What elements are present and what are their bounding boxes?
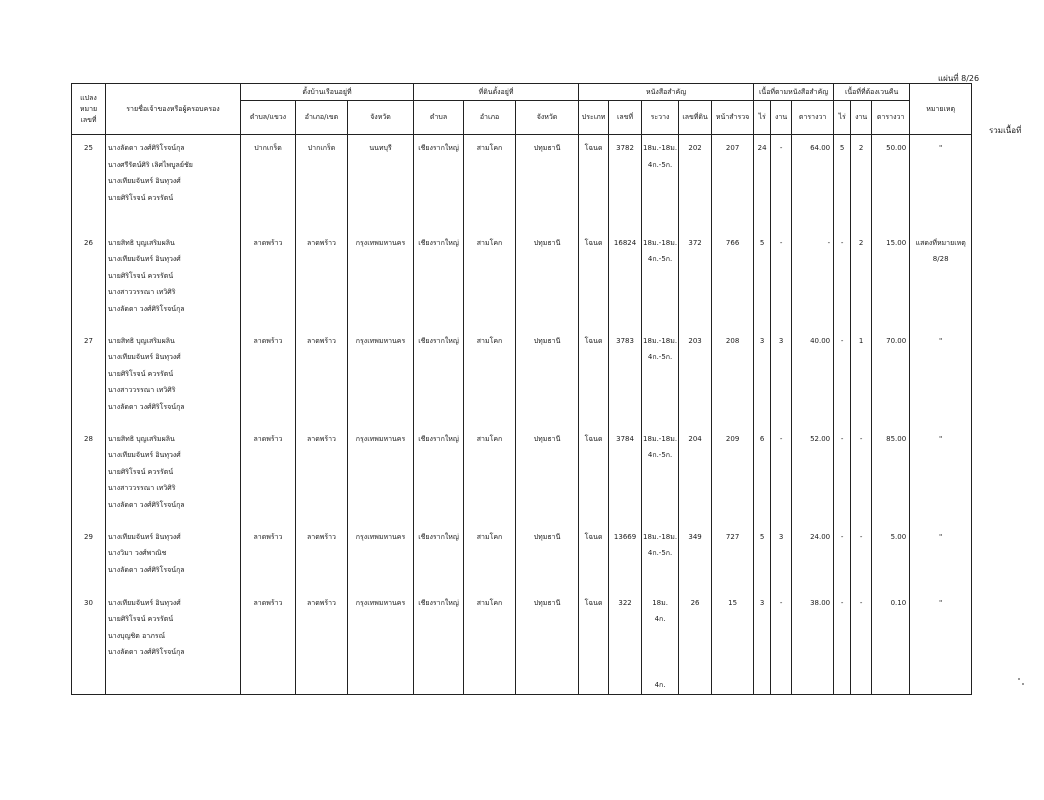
owner-name: นายศิริโรจน์ ควรรัตน์ xyxy=(108,271,174,280)
page-number: แผ่นที่ 8/26 xyxy=(938,74,980,83)
acq-ngan-cell: - xyxy=(851,524,872,590)
land-province-cell: ปทุมธานี xyxy=(516,230,579,328)
deed-header: หนังสือสำคัญ xyxy=(579,84,754,101)
side-note: รวมเนื้อที่ xyxy=(989,126,1022,135)
remark-cell xyxy=(910,230,972,328)
survey-cell: 766 xyxy=(712,230,754,328)
deed-type-header: ประเภท xyxy=(579,101,609,135)
remark-cell xyxy=(910,524,972,590)
ngan-cell: - xyxy=(771,135,792,230)
owners-cell xyxy=(106,524,241,590)
rai-header: ไร่ xyxy=(754,101,771,135)
deed-no-cell: 3784 xyxy=(609,426,642,524)
ravang-line: 4ก.-5ก. xyxy=(647,255,673,263)
land-tambon-cell: เชียงรากใหญ่ xyxy=(414,135,464,230)
owners-cell xyxy=(106,135,241,230)
land-amphoe-cell: สามโคก xyxy=(464,135,516,230)
owner-name: นายศิริโรจน์ ควรรัตน์ xyxy=(108,369,174,378)
land-no-header: เลขที่ดิน xyxy=(679,101,712,135)
land-location-header: ที่ดินตั้งอยู่ที่ xyxy=(414,84,579,101)
plot-no-cell: 30 xyxy=(72,590,106,695)
deed-no-cell: 3783 xyxy=(609,328,642,426)
owner-name: นางเทียมจันทร์ อินทุวงศ์ xyxy=(108,177,181,185)
acq-wa-cell: 85.00 xyxy=(872,426,910,524)
remark-line: 8/28 xyxy=(932,255,949,263)
owners-cell xyxy=(106,590,241,695)
owner-name: นางวิมา วงศ์พาณิช xyxy=(108,549,167,557)
land-no-cell: 349 xyxy=(679,524,712,590)
owner-name: นางลัดดา วงศ์ศิริโรจน์กุล xyxy=(108,304,185,313)
acq-rai-cell: - xyxy=(834,230,851,328)
rai-cell: 5 xyxy=(754,230,771,328)
acq-ngan-cell: - xyxy=(851,426,872,524)
house-province-cell: กรุงเทพมหานคร xyxy=(348,230,414,328)
plot-no-cell: 26 xyxy=(72,230,106,328)
ravang-cell xyxy=(642,426,679,524)
house-province-cell: กรุงเทพมหานคร xyxy=(348,590,414,695)
ngan-cell: 3 xyxy=(771,328,792,426)
house-tambon-cell: ลาดพร้าว xyxy=(241,426,296,524)
wa-header: ตารางวา xyxy=(792,101,834,135)
wa-cell: 52.00 xyxy=(792,426,834,524)
deed-type-cell: โฉนด xyxy=(579,524,609,590)
owner-name: นางเทียมจันทร์ อินทุวงศ์ xyxy=(108,598,181,607)
deed-type-cell: โฉนด xyxy=(579,135,609,230)
owner-name: นายสิทธิ บุญเสริมผลิน xyxy=(108,434,175,443)
table-row xyxy=(72,230,972,328)
land-province-cell: ปทุมธานี xyxy=(516,328,579,426)
house-province-cell: กรุงเทพมหานคร xyxy=(348,426,414,524)
owner-name: นายศิริโรจน์ ควรรัตน์ xyxy=(108,193,174,202)
owner-name: นางเทียมจันทร์ อินทุวงศ์ xyxy=(108,353,181,361)
owner-name: นางบุญชิต อาภรณ์ xyxy=(108,631,166,640)
owner-name: นายสิทธิ บุญเสริมผลิน xyxy=(108,336,175,345)
house-province-header: จังหวัด xyxy=(348,101,414,135)
house-tambon-cell: ลาดพร้าว xyxy=(241,524,296,590)
owner-name: นายสิทธิ บุญเสริมผลิน xyxy=(108,238,175,247)
deed-type-cell: โฉนด xyxy=(579,590,609,695)
rai-cell: 5 xyxy=(754,524,771,590)
wa-cell: - xyxy=(792,230,834,328)
ravang-line: 4ก.-5ก. xyxy=(647,160,673,169)
ngan-cell: - xyxy=(771,590,792,695)
land-no-cell: 202 xyxy=(679,135,712,230)
owner-name: นางเทียมจันทร์ อินทุวงศ์ xyxy=(108,532,181,541)
ravang-line xyxy=(642,661,678,678)
rai-cell: 3 xyxy=(754,590,771,695)
owner-name: นายศิริโรจน์ ควรรัตน์ xyxy=(108,615,174,623)
ravang-line: 4ก.-5ก. xyxy=(647,549,673,557)
acq-wa-cell: 15.00 xyxy=(872,230,910,328)
table-body xyxy=(72,135,972,695)
house-amphoe-cell: ลาดพร้าว xyxy=(296,230,348,328)
ravang-line: 4ก. xyxy=(654,615,666,623)
survey-cell: 208 xyxy=(712,328,754,426)
ravang-line: 18ม.-18ม. xyxy=(643,144,678,152)
wa-cell: 40.00 xyxy=(792,328,834,426)
owner-name: นางสาววรรณา เทวิศิริ xyxy=(108,484,176,492)
ravang-line: 18ม.-18ม. xyxy=(643,532,678,541)
land-no-cell: 372 xyxy=(679,230,712,328)
plot-no-cell: 27 xyxy=(72,328,106,426)
house-tambon-cell: ลาดพร้าว xyxy=(241,590,296,695)
table-row xyxy=(72,426,972,524)
acq-wa-cell: 5.00 xyxy=(872,524,910,590)
land-tambon-cell: เชียงรากใหญ่ xyxy=(414,328,464,426)
table-row xyxy=(72,524,972,590)
acq-ngan-cell: - xyxy=(851,590,872,695)
owner-name: นายศิริโรจน์ ควรรัตน์ xyxy=(108,467,174,476)
land-amphoe-cell: สามโคก xyxy=(464,426,516,524)
wa-cell: 24.00 xyxy=(792,524,834,590)
ngan-header: งาน xyxy=(771,101,792,135)
rai-cell: 6 xyxy=(754,426,771,524)
table-row xyxy=(72,590,972,695)
deed-no-cell: 3782 xyxy=(609,135,642,230)
table-row xyxy=(72,135,972,230)
rai-cell: 24 xyxy=(754,135,771,230)
deed-no-header: เลขที่ xyxy=(609,101,642,135)
plot-no-header: แปลง หมาย เลขที่ xyxy=(72,84,106,135)
remark-line: " xyxy=(939,434,943,443)
land-province-cell: ปทุมธานี xyxy=(516,590,579,695)
wa-cell: 64.00 xyxy=(792,135,834,230)
land-no-cell: 203 xyxy=(679,328,712,426)
remark-line: " xyxy=(939,532,943,541)
owner-name: นางสาววรรณา เทวิศิริ xyxy=(108,386,176,394)
land-province-header: จังหวัด xyxy=(516,101,579,135)
remark-line: " xyxy=(939,144,943,152)
house-amphoe-header: อำเภอ/เขต xyxy=(296,101,348,135)
plot-no-cell: 29 xyxy=(72,524,106,590)
ravang-line: 18ม.-18ม. xyxy=(643,434,678,443)
acq-ngan-cell: 2 xyxy=(851,230,872,328)
ravang-line: 4ก. xyxy=(654,681,666,689)
area-total-header: เนื้อที่ตามหนังสือสำคัญ xyxy=(754,84,834,101)
ravang-line: 18ม.-18ม. xyxy=(643,336,678,345)
acq-wa-cell: 50.00 xyxy=(872,135,910,230)
owner-name: นางลัดดา วงศ์ศิริโรจน์กุล xyxy=(108,648,185,656)
acq-rai-cell: - xyxy=(834,524,851,590)
ravang-cell xyxy=(642,524,679,590)
land-province-cell: ปทุมธานี xyxy=(516,426,579,524)
land-no-cell: 26 xyxy=(679,590,712,695)
remark-line: แสดงที่หมายเหตุ xyxy=(915,238,966,247)
ravang-line: 4ก.-5ก. xyxy=(647,353,673,361)
ravang-line: 4ก.-5ก. xyxy=(647,451,673,459)
house-tambon-header: ตำบล/แขวง xyxy=(241,101,296,135)
ravang-header: ระวาง xyxy=(642,101,679,135)
remarks-header: หมายเหตุ xyxy=(910,84,972,135)
acq-ngan-header: งาน xyxy=(851,101,872,135)
acq-rai-cell: - xyxy=(834,590,851,695)
land-amphoe-header: อำเภอ xyxy=(464,101,516,135)
ravang-cell xyxy=(642,135,679,230)
land-amphoe-cell: สามโคก xyxy=(464,230,516,328)
house-amphoe-cell: ลาดพร้าว xyxy=(296,590,348,695)
scan-speck xyxy=(1022,683,1024,685)
owners-cell xyxy=(106,426,241,524)
scan-speck xyxy=(1018,678,1020,680)
house-tambon-cell: ปากเกร็ด xyxy=(241,135,296,230)
remark-cell xyxy=(910,328,972,426)
deed-type-cell: โฉนด xyxy=(579,328,609,426)
wa-cell: 38.00 xyxy=(792,590,834,695)
remark-cell xyxy=(910,426,972,524)
remark-line: " xyxy=(939,598,943,607)
acq-rai-cell: - xyxy=(834,426,851,524)
survey-cell: 727 xyxy=(712,524,754,590)
survey-cell: 209 xyxy=(712,426,754,524)
deed-type-cell: โฉนด xyxy=(579,426,609,524)
owner-name: นางสาววรรณา เทวิศิริ xyxy=(108,288,176,296)
house-amphoe-cell: ลาดพร้าว xyxy=(296,426,348,524)
plot-no-cell: 25 xyxy=(72,135,106,230)
house-tambon-cell: ลาดพร้าว xyxy=(241,328,296,426)
ngan-cell: - xyxy=(771,426,792,524)
land-tambon-header: ตำบล xyxy=(414,101,464,135)
ravang-line xyxy=(642,644,678,661)
owner-name: นางลัดดา วงศ์ศิริโรจน์กุล xyxy=(108,402,185,411)
ravang-cell xyxy=(642,328,679,426)
ravang-cell xyxy=(642,590,679,695)
remark-cell xyxy=(910,135,972,230)
land-amphoe-cell: สามโคก xyxy=(464,328,516,426)
ravang-line: 18ม.-18ม. xyxy=(643,238,678,247)
house-amphoe-cell: ลาดพร้าว xyxy=(296,328,348,426)
land-province-cell: ปทุมธานี xyxy=(516,524,579,590)
land-tambon-cell: เชียงรากใหญ่ xyxy=(414,590,464,695)
owner-name: นางเทียมจันทร์ อินทุวงศ์ xyxy=(108,451,181,459)
land-amphoe-cell: สามโคก xyxy=(464,524,516,590)
house-location-header: ตั้งบ้านเรือนอยู่ที่ xyxy=(241,84,414,101)
land-no-cell: 204 xyxy=(679,426,712,524)
acq-wa-header: ตารางวา xyxy=(872,101,910,135)
survey-header: หน้าสำรวจ xyxy=(712,101,754,135)
plot-no-cell: 28 xyxy=(72,426,106,524)
owner-name: นางลัดดา วงศ์ศิริโรจน์กุล xyxy=(108,565,185,574)
deed-type-cell: โฉนด xyxy=(579,230,609,328)
ravang-line: 18ม. xyxy=(652,598,668,607)
table-row xyxy=(72,328,972,426)
acq-rai-cell: 5 xyxy=(834,135,851,230)
survey-cell: 15 xyxy=(712,590,754,695)
acq-rai-cell: - xyxy=(834,328,851,426)
land-tambon-cell: เชียงรากใหญ่ xyxy=(414,524,464,590)
acq-ngan-cell: 1 xyxy=(851,328,872,426)
acq-wa-cell: 70.00 xyxy=(872,328,910,426)
owner-name: นางศรีรัตน์ศิริ เลิศไพบูลย์ชัย xyxy=(108,160,193,169)
land-amphoe-cell: สามโคก xyxy=(464,590,516,695)
land-tambon-cell: เชียงรากใหญ่ xyxy=(414,426,464,524)
deed-no-cell: 16824 xyxy=(609,230,642,328)
acq-ngan-cell: 2 xyxy=(851,135,872,230)
owners-cell xyxy=(106,328,241,426)
ravang-cell xyxy=(642,230,679,328)
house-province-cell: กรุงเทพมหานคร xyxy=(348,328,414,426)
house-amphoe-cell: ลาดพร้าว xyxy=(296,524,348,590)
land-tambon-cell: เชียงรากใหญ่ xyxy=(414,230,464,328)
land-province-cell: ปทุมธานี xyxy=(516,135,579,230)
owners-header: รายชื่อเจ้าของหรือผู้ครอบครอง xyxy=(106,84,241,135)
owner-name: นางลัดดา วงศ์ศิริโรจน์กุล xyxy=(108,500,185,509)
owner-name: นางเทียมจันทร์ อินทุวงศ์ xyxy=(108,255,181,263)
ngan-cell: 3 xyxy=(771,524,792,590)
remark-line: " xyxy=(939,336,943,345)
ngan-cell: - xyxy=(771,230,792,328)
owner-name: นางลัดดา วงศ์ศิริโรจน์กุล xyxy=(108,144,185,152)
house-amphoe-cell: ปากเกร็ด xyxy=(296,135,348,230)
survey-cell: 207 xyxy=(712,135,754,230)
house-province-cell: กรุงเทพมหานคร xyxy=(348,524,414,590)
house-tambon-cell: ลาดพร้าว xyxy=(241,230,296,328)
rai-cell: 3 xyxy=(754,328,771,426)
area-acquired-header: เนื้อที่ที่ต้องเวนคืน xyxy=(834,84,910,101)
deed-no-cell: 322 xyxy=(609,590,642,695)
remark-cell xyxy=(910,590,972,695)
acq-wa-cell: 0.10 xyxy=(872,590,910,695)
owners-cell xyxy=(106,230,241,328)
house-province-cell: นนทบุรี xyxy=(348,135,414,230)
land-expropriation-table xyxy=(71,83,972,695)
acq-rai-header: ไร่ xyxy=(834,101,851,135)
deed-no-cell: 13669 xyxy=(609,524,642,590)
ravang-line xyxy=(642,628,678,645)
